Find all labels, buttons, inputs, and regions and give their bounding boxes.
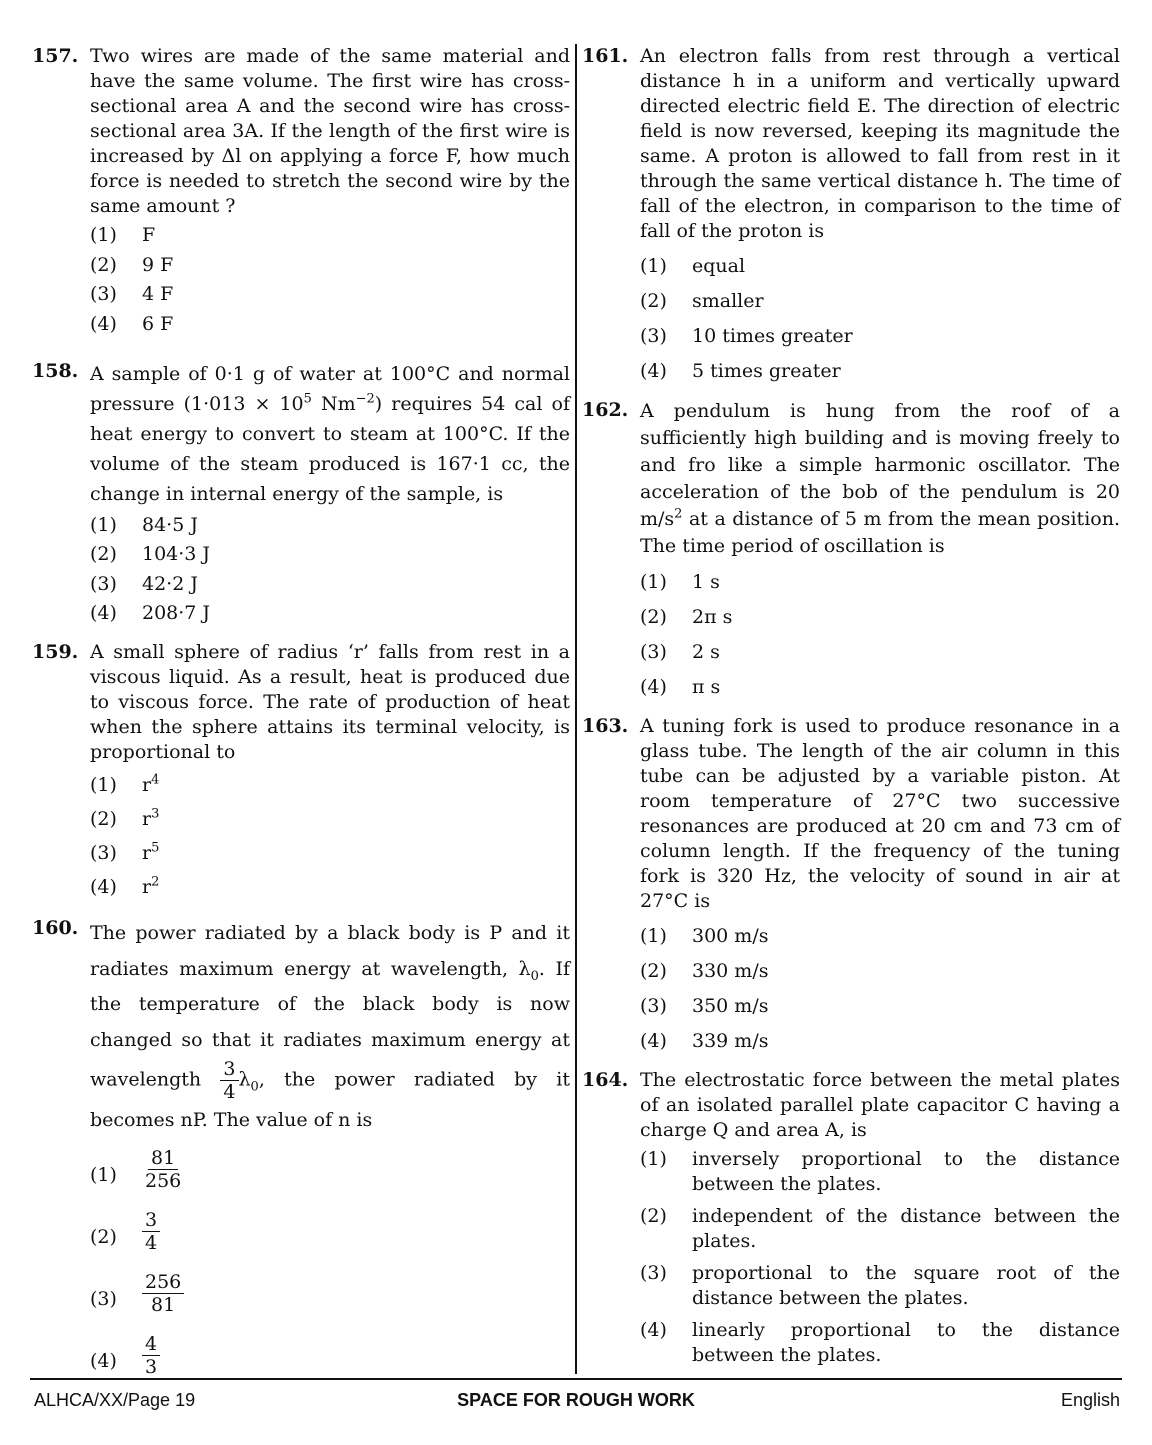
fraction: $\frac{3}{4}$ — [220, 1058, 238, 1103]
question-text: Two wires are made of the same material and have the same volume. The first wire has cross-sectional area A and the second wire has cross-sectional area 3A. If the length of the first wire is increased by Δl on applying a force F, how much force is needed to stretch the second wire by the same amount ? — [90, 45, 570, 217]
option: (3) 2 s — [640, 641, 720, 663]
option: (1) 1 s — [640, 571, 720, 593]
option: (4) 339 m/s — [640, 1030, 769, 1052]
question-163 — [582, 714, 1120, 1054]
option: (4) linearly proportional to the distance between the plates. — [640, 1319, 1120, 1366]
option: (3) 4 F — [90, 283, 174, 305]
footer-rule — [30, 1378, 1122, 1380]
options-list — [640, 924, 1120, 1054]
option: (1) 300 m/s — [640, 925, 769, 947]
option: (1) F — [90, 224, 156, 246]
option: (2) smaller — [640, 290, 764, 312]
options-list — [90, 513, 570, 627]
fraction: $\frac{81}{256}$ — [145, 1146, 182, 1192]
question-text: The electrostatic force between the metal plates of an isolated parallel plate capacitor C having a charge Q and area A, is — [640, 1069, 1120, 1141]
question-159 — [32, 640, 570, 900]
column-divider — [575, 44, 577, 1374]
question-162 — [582, 398, 1120, 700]
option: (2) independent of the distance between the plates. — [640, 1205, 1120, 1252]
option: (2) $\frac{3}{4}$ — [90, 1209, 570, 1265]
right-column — [582, 44, 1120, 1382]
question-160 — [32, 916, 570, 1389]
language-label: English — [1060, 1390, 1120, 1410]
option: (4) 208·7 J — [90, 602, 211, 624]
question-text: A tuning fork is used to produce resonance in a glass tube. The length of the air column in this tube can be adjusted by a variable piston. At room temperature of 27°C two successive resonances are produced at 20 cm and 73 cm of column length. If the frequency of the tuning fork is 320 Hz, the velocity of sound in air at 27°C is — [640, 715, 1120, 912]
question-number: 158. — [32, 359, 79, 382]
option: (1) $r^4$ — [90, 772, 160, 796]
question-number: 157. — [32, 45, 79, 67]
question-number: 160. — [32, 917, 79, 939]
option: (3) 350 m/s — [640, 995, 769, 1017]
option: (2) 2π s — [640, 606, 733, 628]
option: (3) $r^5$ — [90, 840, 160, 864]
options-list — [640, 1147, 1120, 1368]
question-text: The power radiated by a black body is P and it radiates maximum energy at wavelength, $\lambda_0$. If the temperature of the black body is now changed so that it radiates maximum energy at wavelength $\frac{3}{4}$ $\lambda_0$, the power radiated by it becomes nP. The value of n is — [90, 922, 571, 1131]
option: (1) $\frac{81}{256}$ — [90, 1147, 570, 1203]
fraction: $\frac{256}{81}$ — [142, 1271, 184, 1316]
question-text: An electron falls from rest through a vertical distance h in a uniform and vertically upward directed electric field E. The direction of electric field is now reversed, keeping its magnitude the same. A proton is allowed to fall from rest in it through the same vertical distance h. The time of fall of the electron, in comparison to the time of fall of the proton is — [640, 45, 1120, 242]
option: (3) proportional to the square root of the distance between the plates. — [640, 1262, 1120, 1309]
question-text: A small sphere of radius ‘r’ falls from rest in a viscous liquid. As a result, heat is produced due to viscous force. The rate of production of heat when the sphere attains its terminal velocity, is proportional to — [90, 641, 570, 763]
option: (4) $\frac{4}{3}$ — [90, 1333, 570, 1389]
option: (4) π s — [640, 676, 721, 698]
fraction: $\frac{4}{3}$ — [142, 1333, 160, 1378]
question-number: 159. — [32, 641, 79, 663]
question-164 — [582, 1068, 1120, 1368]
question-text: A pendulum is hung from the roof of a sufficiently high building and is moving freely to and fro like a simple harmonic oscillator. The acceleration of the bob of the pendulum is 20 $m/s^2$ at a distance of 5 m from the mean position. The time period of oscillation is — [640, 400, 1120, 557]
option: (3) $\frac{256}{81}$ — [90, 1271, 570, 1327]
option: (3) 10 times greater — [640, 325, 853, 347]
question-157 — [32, 44, 570, 337]
option: (4) 6 F — [90, 312, 174, 335]
options-list — [640, 570, 1120, 700]
option: (1) equal — [640, 255, 746, 277]
question-number: 162. — [582, 399, 629, 421]
option: (1) 84·5 J — [90, 513, 198, 536]
option: (2) 104·3 J — [90, 543, 211, 565]
option: (3) 42·2 J — [90, 572, 198, 595]
options-list — [90, 773, 570, 900]
options-list — [90, 223, 570, 337]
option: (2) 330 m/s — [640, 960, 769, 982]
rough-work-label: SPACE FOR ROUGH WORK — [457, 1390, 695, 1410]
options-list — [640, 254, 1120, 384]
question-158 — [32, 359, 570, 627]
left-column — [32, 44, 570, 1403]
option: (1) inversely proportional to the distance between the plates. — [640, 1148, 1120, 1195]
question-text: A sample of 0·1 g of water at 100°C and normal pressure ($1\cdot 013 \times 10^5$ $Nm^{-2}$) requires 54 cal of heat energy to convert to steam at 100°C. If the volume of the steam produced is 167·1 cc, the change in internal energy of the sample, is — [90, 362, 570, 505]
fraction: $\frac{3}{4}$ — [142, 1209, 160, 1254]
option: (4) 5 times greater — [640, 360, 841, 382]
option: (2) 9 F — [90, 253, 174, 276]
question-number: 163. — [582, 715, 629, 737]
options-list — [90, 1147, 570, 1389]
question-161 — [582, 44, 1120, 384]
question-number: 164. — [582, 1069, 629, 1091]
page-code: ALHCA/XX/Page 19 — [34, 1390, 196, 1410]
question-number: 161. — [582, 45, 629, 67]
option: (4) $r^2$ — [90, 874, 160, 898]
option: (2) $r^3$ — [90, 806, 160, 830]
